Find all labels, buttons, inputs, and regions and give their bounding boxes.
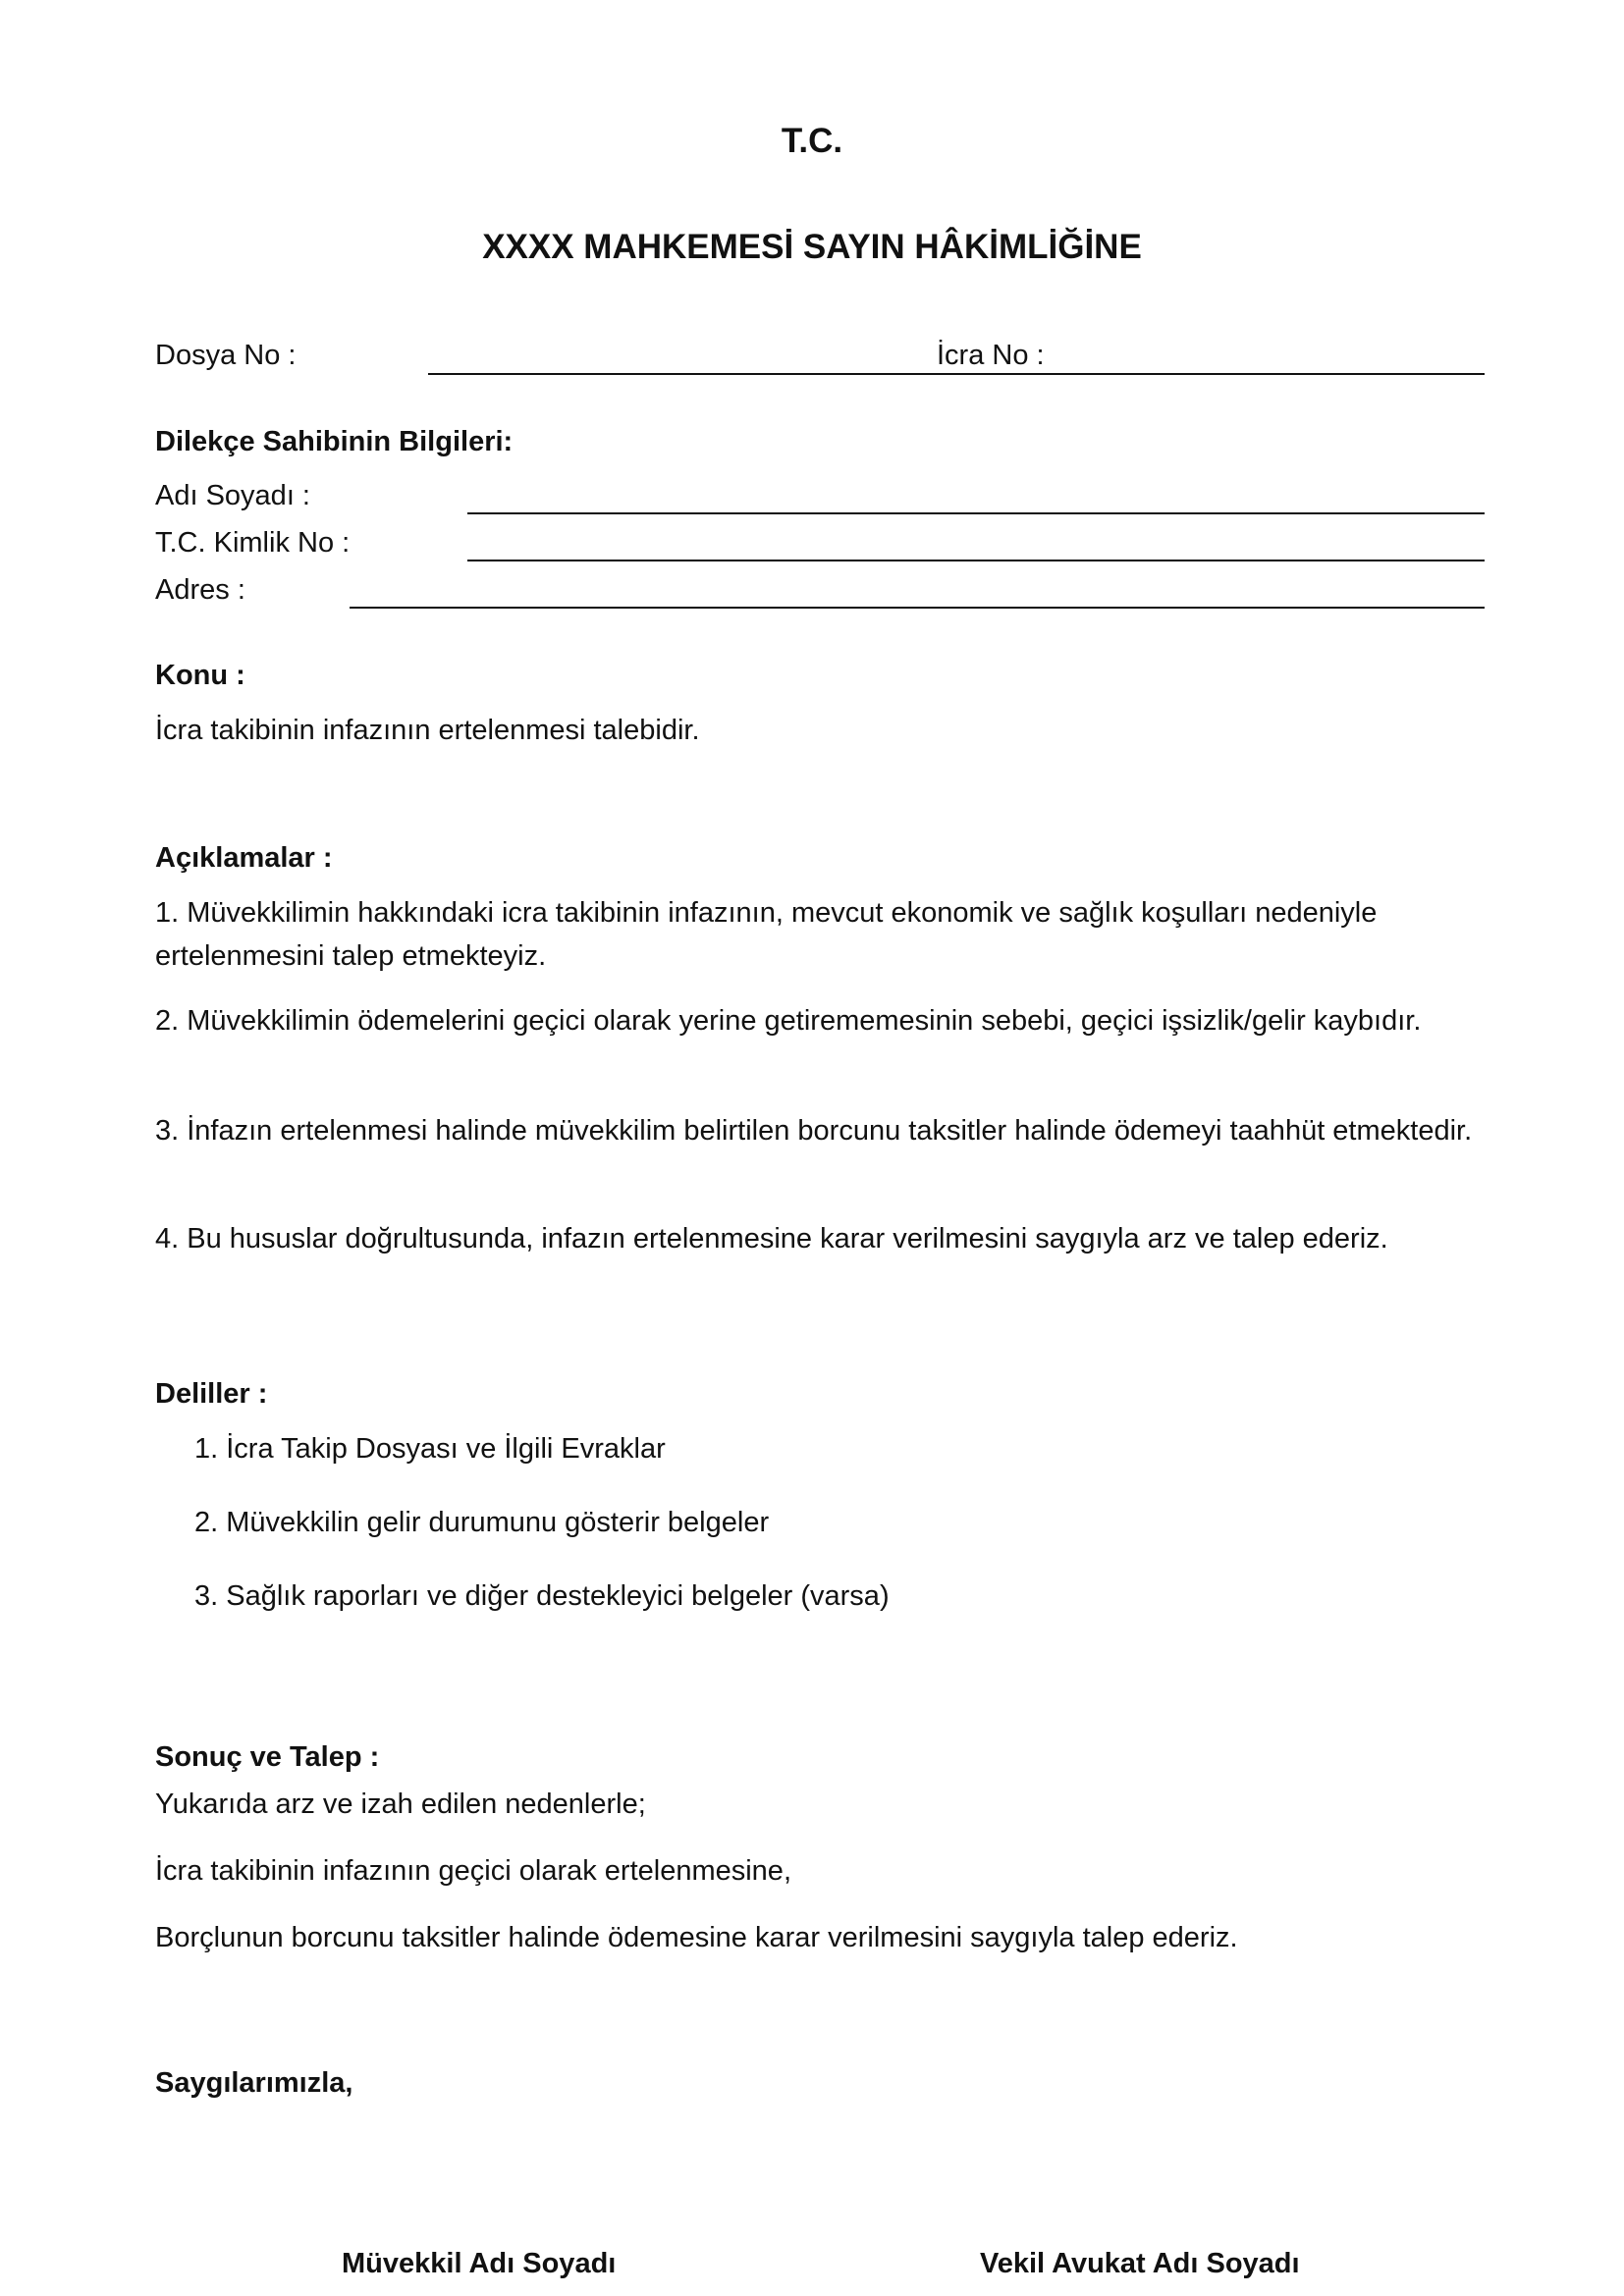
subject-text: İcra takibinin infazının ertelenmesi talebidir. bbox=[155, 715, 700, 746]
icra-no-label: İcra No : bbox=[937, 340, 1045, 371]
name-line bbox=[467, 512, 1485, 514]
id-label: T.C. Kimlik No : bbox=[155, 527, 351, 559]
header-tc: T.C. bbox=[781, 122, 843, 160]
explanation-item-4: 4. Bu hususlar doğrultusunda, infazın ertelenmesine karar verilmesini saygıyla arz ve talep ederiz. bbox=[155, 1223, 1388, 1255]
dosya-icra-line bbox=[428, 373, 1485, 375]
evidence-item-2: 2. Müvekkilin gelir durumunu gösterir belgeler bbox=[194, 1507, 770, 1538]
conclusion-line-3: Borçlunun borcunu taksitler halinde ödemesine karar verilmesini saygıyla talep ederiz. bbox=[155, 1922, 1238, 1953]
address-line bbox=[350, 607, 1485, 609]
address-label: Adres : bbox=[155, 574, 245, 606]
explanation-item-2: 2. Müvekkilimin ödemelerini geçici olarak yerine getirememesinin sebebi, geçici işsizlik/gelir kaybıdır. bbox=[155, 1005, 1422, 1037]
client-signature-label: Müvekkil Adı Soyadı bbox=[342, 2248, 617, 2279]
subject-heading: Konu : bbox=[155, 660, 245, 691]
evidence-item-3: 3. Sağlık raporları ve diğer destekleyici belgeler (varsa) bbox=[194, 1580, 890, 1612]
petitioner-heading: Dilekçe Sahibinin Bilgileri: bbox=[155, 426, 514, 457]
explanations-heading: Açıklamalar : bbox=[155, 842, 333, 874]
lawyer-signature-label: Vekil Avukat Adı Soyadı bbox=[980, 2248, 1300, 2279]
evidence-heading: Deliller : bbox=[155, 1378, 268, 1410]
regards-text: Saygılarımızla, bbox=[155, 2067, 353, 2099]
dosya-no-label: Dosya No : bbox=[155, 340, 297, 371]
court-title: XXXX MAHKEMESİ SAYIN HÂKİMLİĞİNE bbox=[482, 228, 1142, 266]
conclusion-line-2: İcra takibinin infazının geçici olarak ertelenmesine, bbox=[155, 1855, 791, 1887]
evidence-item-1: 1. İcra Takip Dosyası ve İlgili Evraklar bbox=[194, 1433, 666, 1465]
name-label: Adı Soyadı : bbox=[155, 480, 310, 511]
conclusion-heading: Sonuç ve Talep : bbox=[155, 1741, 380, 1773]
explanation-item-1: 1. Müvekkilimin hakkındaki icra takibinin infazının, mevcut ekonomik ve sağlık koşulları nedeniyle ertelenmesini talep etmekteyiz. bbox=[155, 897, 1378, 972]
explanation-item-3: 3. İnfazın ertelenmesi halinde müvekkilim belirtilen borcunu taksitler halinde ödemeyi taahhüt etmektedir. bbox=[155, 1115, 1473, 1147]
conclusion-line-1: Yukarıda arz ve izah edilen nedenlerle; bbox=[155, 1789, 646, 1820]
id-line bbox=[467, 560, 1485, 561]
